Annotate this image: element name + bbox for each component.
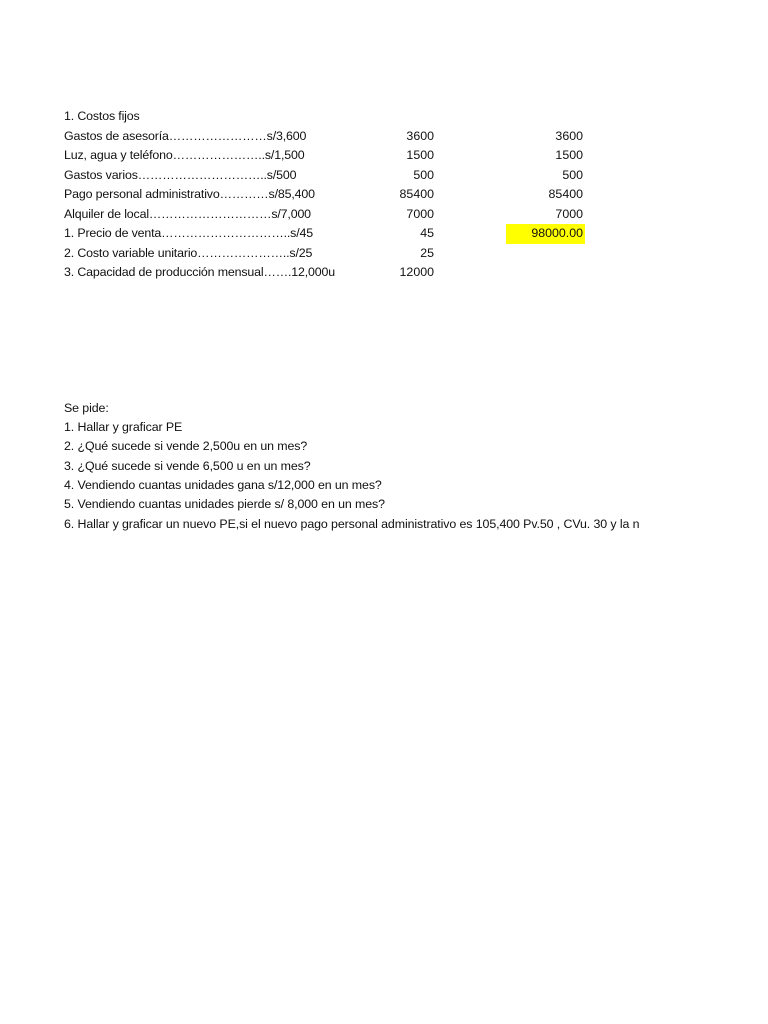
cost-value-b[interactable]: 12000 [399, 265, 434, 279]
cost-value-b[interactable]: 7000 [406, 207, 434, 221]
cost-row[interactable] [0, 166, 768, 186]
section-title[interactable]: 1. Costos fijos [64, 109, 140, 123]
cost-value-b[interactable]: 500 [413, 168, 434, 182]
question-item[interactable]: 2. ¿Qué sucede si vende 2,500u en un mes? [64, 439, 308, 453]
question-item[interactable]: 1. Hallar y graficar PE [64, 420, 183, 434]
cell-row-section-title[interactable] [0, 107, 768, 127]
total-fixed-cost-highlighted-cell[interactable]: 98000.00 [506, 224, 585, 244]
cost-label[interactable]: 2. Costo variable unitario…………………..s/25 [64, 246, 313, 260]
cost-row[interactable] [0, 185, 768, 205]
question-item[interactable]: 6. Hallar y graficar un nuevo PE,si el nuevo pago personal administrativo es 105,400 Pv.50 , CVu. 30 y la n [64, 517, 640, 531]
question-item[interactable]: 5. Vendiendo cuantas unidades pierde s/ 8,000 en un mes? [64, 497, 385, 511]
cost-label[interactable]: Gastos varios…………………………..s/500 [64, 168, 297, 182]
cost-label[interactable]: Pago personal administrativo…………s/85,400 [64, 187, 315, 201]
cost-row[interactable] [0, 146, 768, 166]
cost-value-c[interactable]: 85400 [548, 187, 583, 201]
cost-value-c[interactable]: 500 [562, 168, 583, 182]
cost-value-b[interactable]: 25 [420, 246, 434, 260]
cost-value-b[interactable]: 1500 [406, 148, 434, 162]
cost-value-c[interactable]: 3600 [555, 129, 583, 143]
questions-title[interactable]: Se pide: [64, 401, 109, 415]
cost-row[interactable] [0, 224, 768, 244]
cost-label[interactable]: Alquiler de local…………………………s/7,000 [64, 207, 311, 221]
cost-value-b[interactable]: 3600 [406, 129, 434, 143]
cost-row[interactable] [0, 263, 768, 283]
cost-value-c[interactable]: 7000 [555, 207, 583, 221]
question-item[interactable]: 3. ¿Qué sucede si vende 6,500 u en un mes? [64, 459, 311, 473]
cost-label[interactable]: Gastos de asesoría……………………s/3,600 [64, 129, 307, 143]
cost-row[interactable] [0, 205, 768, 225]
cost-label[interactable]: 1. Precio de venta…………………………..s/45 [64, 226, 313, 240]
cost-value-c[interactable]: 1500 [555, 148, 583, 162]
cost-label[interactable]: Luz, agua y teléfono…………………..s/1,500 [64, 148, 305, 162]
cost-row[interactable] [0, 127, 768, 147]
cost-label[interactable]: 3. Capacidad de producción mensual…….12,000u [64, 265, 335, 279]
cost-row[interactable] [0, 244, 768, 264]
question-item[interactable]: 4. Vendiendo cuantas unidades gana s/12,000 en un mes? [64, 478, 382, 492]
cost-value-b[interactable]: 85400 [399, 187, 434, 201]
cost-value-b[interactable]: 45 [420, 226, 434, 240]
